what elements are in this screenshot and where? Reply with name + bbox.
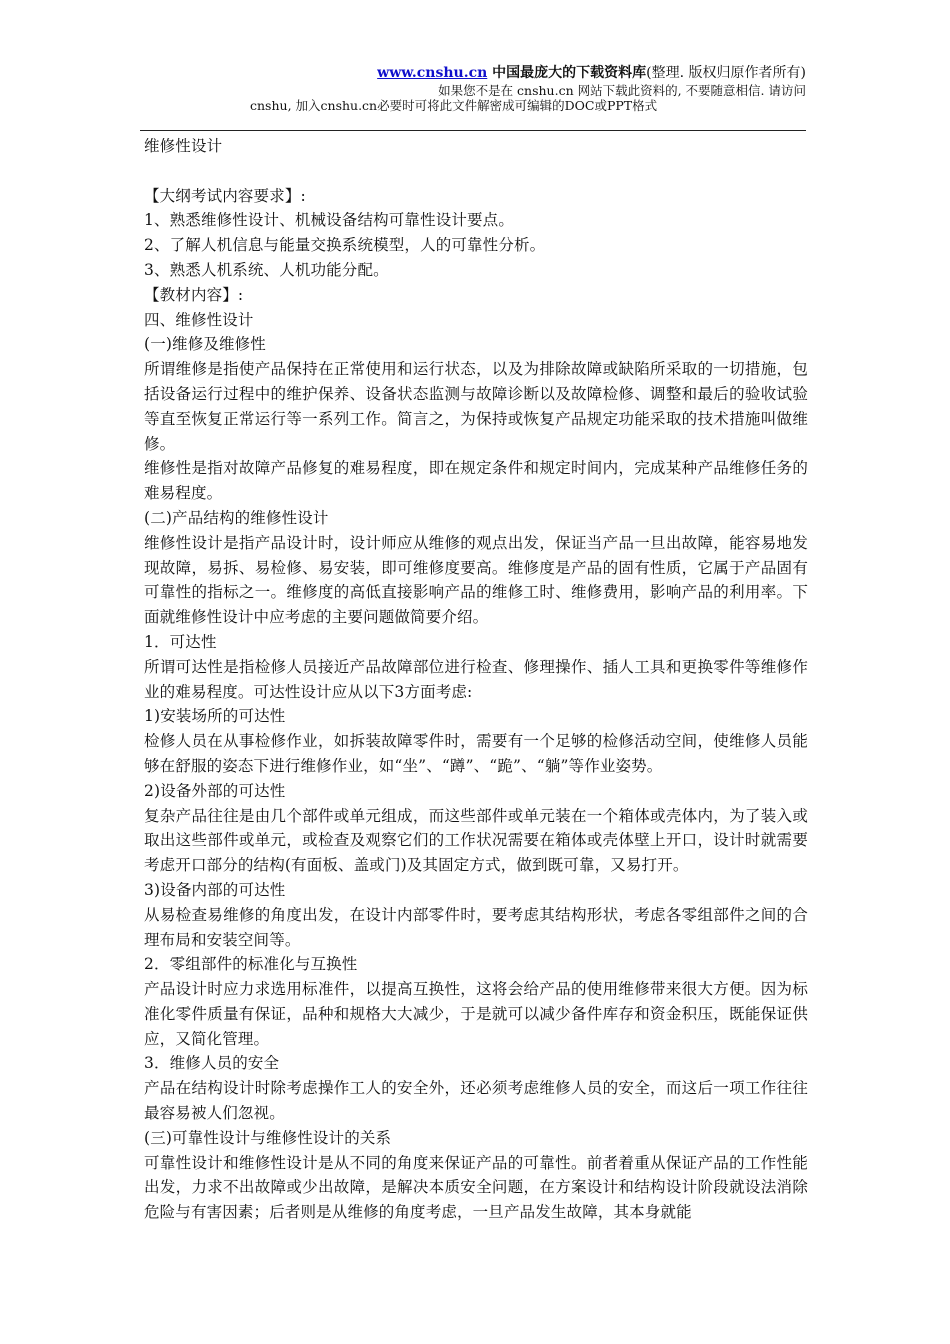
paragraph: 从易检查易维修的角度出发，在设计内部零件时，要考虑其结构形状，考虑各零组部件之间的合理布局和安装空间等。: [144, 905, 808, 949]
page-header: [140, 64, 806, 113]
header-title-line: [140, 64, 806, 83]
paragraph: 3)设备内部的可达性: [144, 880, 286, 899]
paragraph: 可靠性设计和维修性设计是从不同的角度来保证产品的可靠性。前者着重从保证产品的工作性能出发，力求不出故障或少出故障，是解决本质安全问题，在方案设计和结构设计阶段就设法消除危险与有害因素；后者则是从维修的角度考虑，一旦产品发生故障，其本身就能: [144, 1153, 808, 1222]
paragraph: 1．可达性: [144, 632, 217, 651]
document-title: 维修性设计: [144, 137, 223, 155]
paragraph: 产品在结构设计时除考虑操作工人的安全外，还必须考虑维修人员的安全，而这后一项工作往往最容易被人们忽视。: [144, 1079, 808, 1123]
paragraph: 维修性设计是指产品设计时，设计师应从维修的观点出发，保证当产品一旦出故障，能容易地发现故障，易拆、易检修、易安装，即可维修度要高。维修度是产品的固有性质，它属于产品固有可靠性的指标之一。维修度的高低直接影响产品的维修工时、维修费用，影响产品的利用率。下面就维修性设计中应考虑的主要问题做简要介绍。: [144, 533, 808, 627]
site-link[interactable]: www.cnshu.cn: [377, 65, 488, 81]
paragraph: 【大纲考试内容要求】:: [144, 186, 306, 205]
paragraph: 3、熟悉人机系统、人机功能分配。: [144, 260, 389, 279]
paragraph: 3．维修人员的安全: [144, 1054, 280, 1073]
paragraph: 产品设计时应力求选用标准件，以提高互换性，这将会给产品的使用维修带来很大方便。因为标准化零件质量有保证，品种和规格大大减少，于是就可以减少备件库存和资金积压，既能保证供应，又简化管理。: [144, 980, 808, 1048]
paragraph: 检修人员在从事检修作业，如拆装故障零件时，需要有一个足够的检修活动空间，使维修人员能够在舒服的姿态下进行维修作业，如“坐”、“蹲”、“跪”、“躺”等作业姿势。: [144, 732, 808, 775]
paragraph: 1)安装场所的可达性: [144, 707, 286, 726]
paragraph: 2、了解人机信息与能量交换系统模型，人的可靠性分析。: [144, 236, 546, 255]
blank-line: [144, 159, 808, 184]
paragraph: 【教材内容】:: [144, 285, 244, 304]
paragraph: 所谓可达性是指检修人员接近产品故障部位进行检查、修理操作、插人工具和更换零件等维修作业的难易程度。可达性设计应从以下3方面考虑:: [144, 657, 808, 701]
paragraph: 1、熟悉维修性设计、机械设备结构可靠性设计要点。: [144, 211, 514, 230]
paragraph: 所谓维修是指使产品保持在正常使用和运行状态，以及为排除故障或缺陷所采取的一切措施，包括设备运行过程中的维护保养、设备状态监测与故障诊断以及故障检修、调整和最后的验收试验等直至恢复正常运行等一系列工作。简言之，为保持或恢复产品规定功能采取的技术措施叫做维修。: [144, 360, 808, 453]
header-notice-line-2: cnshu, 加入cnshu.cn必要时可将此文件解密成可编辑的DOC或PPT格式: [250, 98, 658, 113]
paragraph-list: [144, 184, 808, 1225]
paragraph: 2．零组部件的标准化与互换性: [144, 955, 358, 974]
site-title: 中国最庞大的下载资料库: [487, 65, 647, 81]
site-note: (整理. 版权归原作者所有): [646, 65, 806, 81]
document-body: [144, 134, 808, 1225]
paragraph: 四、维修性设计: [144, 310, 254, 329]
paragraph: 复杂产品往往是由几个部件或单元组成，而这些部件或单元装在一个箱体或壳体内，为了装入或取出这些部件或单元，或检查及观察它们的工作状况需要在箱体或壳体壁上开口，设计时就需要考虑开口部分的结构(有面板、盖或门)及其固定方式，做到既可靠，又易打开。: [144, 806, 808, 875]
header-notice-line-1: 如果您不是在 cnshu.cn 网站下载此资料的, 不要随意相信. 请访问: [438, 83, 806, 98]
paragraph: (三)可靠性设计与维修性设计的关系: [144, 1128, 392, 1147]
paragraph: 2)设备外部的可达性: [144, 781, 286, 800]
paragraph: 维修性是指对故障产品修复的难易程度，即在规定条件和规定时间内，完成某种产品维修任务的难易程度。: [144, 459, 808, 503]
paragraph: (二)产品结构的维修性设计: [144, 508, 329, 527]
paragraph: (一)维修及维修性: [144, 335, 266, 354]
header-divider: [140, 130, 806, 131]
